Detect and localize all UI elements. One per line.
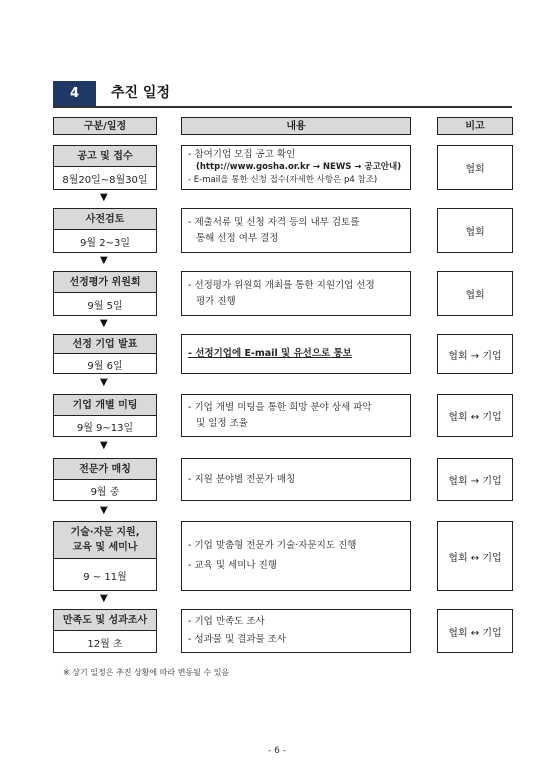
stage-date: 9월 6일 (87, 360, 123, 372)
content-line: - E-mail을 통한 신청 접수(자세한 사항은 p4 참조) (188, 175, 378, 185)
content-line: - 성과물 및 결과물 조사 (188, 634, 287, 645)
note-box: 협회 → 기업 (437, 458, 513, 501)
section-header (53, 81, 512, 106)
stage-box (53, 458, 157, 501)
stage-box (53, 394, 157, 437)
arrow-down-icon: ▼ (100, 593, 108, 604)
content-line: - 기업 맞춤형 전문가 기술·자문지도 진행 (188, 540, 357, 551)
page-number: - 6 - (268, 746, 286, 756)
note-box: 협회 (437, 208, 513, 253)
arrow-down-icon: ▼ (100, 318, 108, 329)
stage-title: 선정평가 위원회 (54, 272, 156, 293)
note-box: 협회 ↔ 기업 (437, 521, 513, 591)
stage-date: 8월20일~8월30일 (62, 175, 148, 186)
note-box: 협회 (437, 271, 513, 316)
content-box (181, 394, 411, 437)
arrow-down-icon: ▼ (100, 255, 108, 266)
content-line: (http://www.gosha.or.kr → NEWS → 공고안내) (196, 162, 402, 172)
stage-date: 12월 초 (87, 638, 123, 650)
content-box (181, 208, 411, 253)
content-box (181, 145, 411, 190)
stage-date: 9월 중 (90, 487, 120, 498)
stage-title-line: 기술·자문 지원, (70, 527, 140, 538)
stage-box (53, 334, 157, 374)
stage-box (53, 271, 157, 316)
content-line: - 지원 분야별 전문가 매칭 (188, 473, 296, 485)
note-box: 협회 ↔ 기업 (437, 394, 513, 437)
stage-date: 9월 9~13일 (76, 423, 134, 434)
content-box (181, 521, 411, 591)
stage-title: 공고 및 접수 (54, 146, 156, 167)
section-number: 4 (53, 81, 96, 106)
note-box: 협회 (437, 145, 513, 190)
content-line: 통해 선정 여부 결정 (196, 232, 279, 244)
stage-box (53, 609, 157, 653)
content-box (181, 334, 411, 374)
arrow-down-icon: ▼ (100, 440, 108, 451)
stage-title (54, 522, 156, 559)
content-line: - 기업 만족도 조사 (188, 616, 265, 627)
content-line: - 기업 개별 미팅을 통한 희망 분야 상세 파악 (188, 401, 372, 413)
stage-box (53, 208, 157, 253)
content-line: - 참여기업 모집 공고 확인 (188, 149, 296, 160)
content-line: 평가 진행 (196, 295, 236, 307)
note-box: 협회 → 기업 (437, 334, 513, 374)
header-content: 내용 (181, 117, 411, 135)
arrow-down-icon: ▼ (100, 505, 108, 516)
stage-title: 만족도 및 성과조사 (54, 610, 156, 631)
arrow-down-icon: ▼ (100, 377, 108, 388)
footnote: ※ 상기 일정은 추진 상황에 따라 변동될 수 있음 (63, 668, 230, 677)
stage-date: 9 ~ 11월 (83, 571, 127, 583)
stage-title-line: 교육 및 세미나 (72, 542, 138, 553)
arrow-down-icon: ▼ (100, 192, 108, 203)
stage-date: 9월 5일 (87, 301, 123, 312)
content-box (181, 609, 411, 653)
stage-title: 전문가 매칭 (54, 459, 156, 480)
header-stage: 구분/일정 (53, 117, 157, 135)
content-line: - 선정기업에 E-mail 및 유선으로 통보 (188, 348, 352, 359)
content-line: - 선정평가 위원회 개최를 통한 지원기업 선정 (188, 279, 375, 291)
content-line: 및 일정 조율 (196, 417, 248, 429)
section-rule (53, 106, 512, 108)
content-line: - 교육 및 세미나 진행 (188, 560, 277, 571)
header-note: 비고 (437, 117, 513, 135)
section-title: 추진 일정 (111, 85, 170, 101)
content-box (181, 458, 411, 501)
stage-title: 사전검토 (54, 209, 156, 230)
stage-title: 기업 개별 미팅 (54, 395, 156, 416)
content-box (181, 271, 411, 316)
content-line: - 제출서류 및 신청 자격 등의 내부 검토를 (188, 216, 360, 228)
stage-title: 선정 기업 발표 (54, 335, 156, 354)
stage-box (53, 521, 157, 591)
stage-box (53, 145, 157, 190)
note-box: 협회 ↔ 기업 (437, 609, 513, 653)
stage-date: 9월 2~3일 (80, 238, 130, 249)
